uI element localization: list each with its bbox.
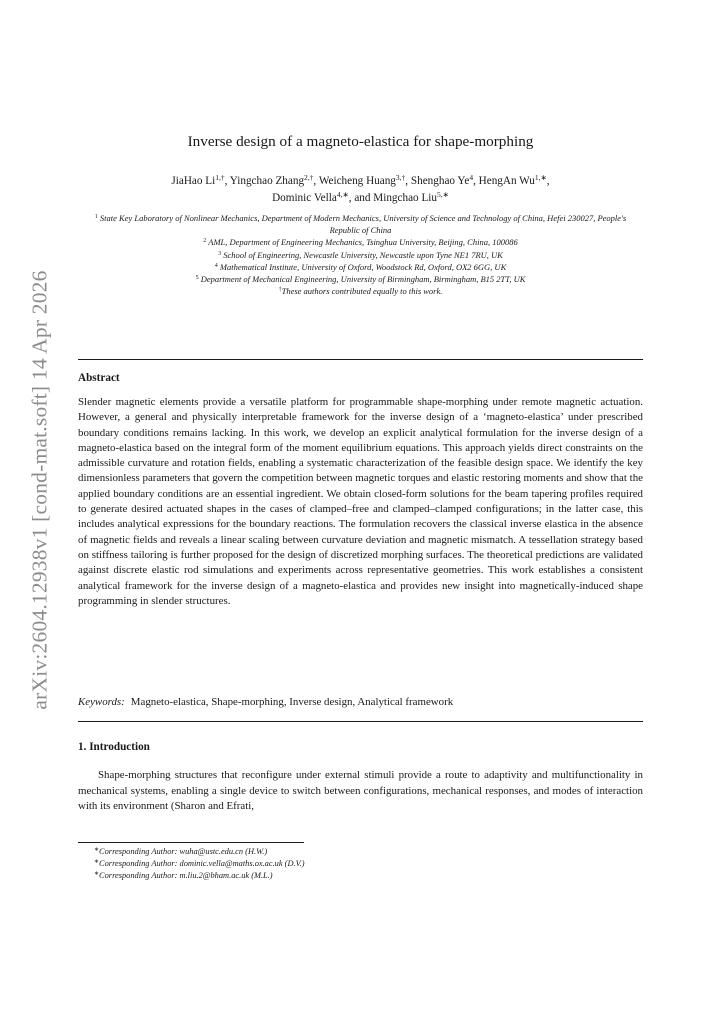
affiliation-mark: 1	[94, 214, 98, 220]
author	[373, 192, 449, 204]
affiliation-text: Mathematical Institute, University of Oxford, Woodstock Rd, Oxford, OX2 6GG, UK	[219, 261, 507, 272]
author	[411, 175, 473, 187]
author-affiliation-mark: 3,†	[395, 173, 406, 182]
abstract-body: Slender magnetic elements provide a versatile platform for programmable shape-morphing under remote magnetic actuation. However, a general and physically interpretable framework for the inverse design of a ‘magneto-elastica’ under prescribed boundary conditions remains lacking. In this work, we develop an explicit analytical formulation for the inverse design of a magneto-elastica based on the integral form of the moment equilibrium equations. This approach yields direct constraints on the admissible curvature and rotation fields, enabling a systematic characterization of the feasible design space. We identify the key dimensionless parameters that govern the competition between magnetic torques and elastic restoring moments and show that the applied boundary conditions are an essential ingredient. We obtain closed-form solutions for the beam tapering profiles required to generate desired actuated shapes in the cases of clamped–free and clamped–clamped configurations; in the latter case, this includes analytical expressions for the boundary reactions. The formulation recovers the classical inverse elastica in the absence of magnetic fields and reveals a linear scaling between curvature deviation and magnetic mismatch. A tessellation strategy based on stiffness tailoring is further proposed for the design of discretized morphing surfaces. The theoretical predictions are validated against discrete elastic rod simulations and experiments across representative geometries. This work establishes a consistent analytical framework for the inverse design of a magneto-elastica and provides new insight into magnetically-induced shape programming in slender structures.	[78, 396, 643, 607]
abstract-heading: Abstract	[78, 372, 120, 384]
introduction-body: Shape-morphing structures that reconfigure under external stimuli provide a route to adaptivity and multifunctionality in mechanical systems, enabling a single device to switch between configurations, mechanical responses, and modes of interaction with its environment (Sharon and Efrati,	[78, 769, 643, 812]
footnote-corresponding-author	[78, 846, 643, 858]
author-list: JiaHao $Li^{1,\dagger}$, Yingchao Zhang$^{2,\dagger}$, Weicheng Huang$^{3,\dagger}$, Shenghao Ye$^4$, HengAn $Wu^{1,∗}$, Dominic Vella$^{4,∗}$, and Mingchao Liu$^{5,∗}$	[171, 173, 550, 204]
author-affiliation-mark: 5,∗	[436, 190, 449, 199]
keywords-line	[78, 696, 643, 708]
footnote-mark: ∗	[94, 871, 100, 878]
author-name: HengAn Wu	[478, 175, 535, 187]
footnote-text: Corresponding Author: dominic.vella@maths.ox.ac.uk (D.V.)	[99, 859, 305, 869]
author-name: Shenghao Ye	[410, 175, 470, 187]
author-name: Yingchao Zhang	[229, 175, 305, 187]
affiliation-mark: 4	[214, 262, 218, 269]
footnote-text: Corresponding Author: wuha@ustc.edu.cn (H.W.)	[99, 847, 268, 856]
author	[230, 175, 314, 187]
abstract-bottom-rule	[78, 721, 643, 722]
footnote-rule	[78, 842, 304, 843]
affiliation	[80, 273, 641, 285]
author-name: Weicheng Huang	[318, 175, 396, 187]
author	[171, 175, 224, 187]
affiliation	[80, 212, 641, 236]
affiliation-text: AML, Department of Engineering Mechanics, Tsinghua University, Beijing, China, 100086	[208, 237, 518, 248]
affiliation-text: School of Engineering, Newcastle University, Newcastle upon Tyne NE1 7RU, UK	[223, 249, 503, 260]
equal-contribution-text: These authors contributed equally to this work.	[281, 286, 443, 297]
footnote-list	[78, 846, 643, 883]
footnote-text: Corresponding Author: m.liu.2@bham.ac.uk (M.L.)	[99, 871, 273, 881]
affiliation	[80, 236, 641, 248]
keywords-text: Magneto-elastica, Shape-morphing, Inverse design, Analytical framework	[130, 696, 454, 708]
affiliation	[80, 261, 641, 273]
affiliation	[80, 249, 641, 261]
author-name: JiaHao Li	[171, 175, 216, 187]
affiliation-mark: 3	[218, 250, 222, 257]
affiliation-text: Department of Mechanical Engineering, University of Birmingham, Birmingham, B15 2TT, UK	[200, 274, 526, 285]
footnote-corresponding-author	[78, 858, 643, 870]
author-name: Mingchao Liu	[373, 192, 437, 204]
affiliation-list	[80, 212, 641, 297]
footnote-corresponding-author	[78, 870, 643, 882]
author-affiliation-mark: 2,†	[304, 173, 314, 182]
author	[272, 192, 349, 204]
author-affiliation-mark: 4	[469, 173, 474, 182]
author	[479, 175, 547, 187]
author	[319, 175, 405, 187]
author-affiliation-mark: 1,†	[215, 173, 225, 182]
affiliation-mark: 5	[195, 275, 199, 282]
affiliation-mark: 2	[203, 238, 207, 245]
arxiv-identifier-stamp: arXiv:2604.12938v1 [cond-mat.soft] 14 Apr 2026	[27, 270, 52, 710]
keywords-label: Keywords:	[78, 696, 125, 708]
introduction-heading: 1. Introduction	[78, 741, 150, 753]
affiliation-text: State Key Laboratory of Nonlinear Mechanics, Department of Modern Mechanics, University of Science and Technology of China, Hefei 230027, People's Republic of China	[99, 213, 627, 236]
author-name: Dominic Vella	[272, 192, 337, 204]
author-affiliation-mark: 4,∗	[336, 190, 349, 199]
footnote-mark: ∗	[94, 859, 100, 866]
author-affiliation-mark: 1,∗	[534, 173, 547, 182]
equal-contribution-mark: †	[278, 287, 282, 294]
footnote-mark: ∗	[94, 847, 100, 853]
paper-title: Inverse design of a magneto-elastica for shape-morphing	[187, 133, 534, 150]
abstract-top-rule	[78, 359, 643, 360]
equal-contribution-note	[80, 285, 641, 297]
